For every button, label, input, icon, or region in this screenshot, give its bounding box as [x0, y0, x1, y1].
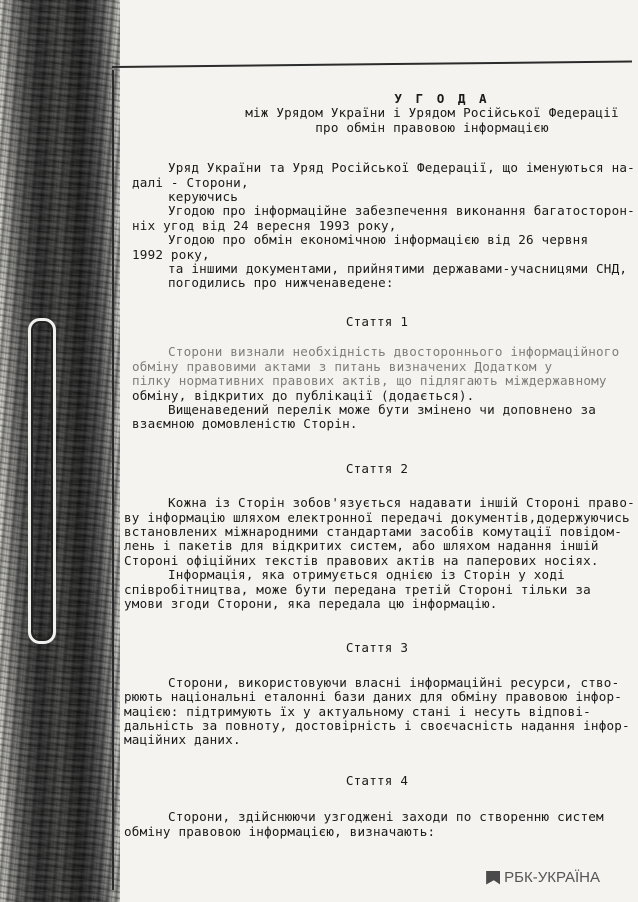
article-line: Стороні офіційних текстів правових актів на паперових носіях.	[124, 552, 599, 568]
preamble-line: 1992 року,	[132, 246, 210, 262]
article-3-text	[124, 676, 630, 748]
rbc-logo-icon	[486, 871, 500, 885]
page-top-border	[112, 61, 632, 68]
article-line: співробітництва, може бути передана третій Стороні тільки за	[124, 581, 591, 597]
article-line: пілку нормативних правових актів, що підлягають міждержавному	[132, 373, 607, 389]
article-line: Інформація, яка отримується однією із Сторін у ході	[168, 567, 565, 583]
article-line: Кожна із Сторін зобов'язується надавати іншій Стороні право-	[168, 495, 635, 511]
article-line: умови згоди Сторони, яка передала цю інформацію.	[124, 595, 498, 611]
article-2-text	[124, 495, 635, 611]
page-left-border	[112, 70, 114, 890]
article-line: обміну правовою інформацією, визначають:	[124, 823, 436, 839]
article-line: Сторони, використовуючи власні інформаційні ресурси, ство-	[168, 674, 620, 690]
preamble-line: далі - Сторони,	[132, 174, 249, 190]
preamble-line: Угодою про інформаційне забезпечення виконання багатосторон-	[168, 203, 635, 219]
preamble-line: та іншими документами, прийнятими державами-учасницями СНД,	[168, 261, 628, 277]
article-line: дальність за повноту, достовірність і своєчасність надання інфор-	[124, 718, 630, 733]
watermark-text: РБК-УКРАЇНА	[504, 869, 600, 886]
preamble-line: Угодою про обмін економічною інформацією від 26 червня	[168, 232, 589, 248]
article-line: рюють національні еталонні бази даних для обміну правовою інфор-	[124, 689, 623, 705]
document-body	[124, 91, 635, 839]
article-4-text	[124, 810, 630, 839]
article-4-heading: Стаття 4	[345, 772, 409, 788]
article-2-heading: Стаття 2	[345, 460, 409, 476]
article-line: Сторони, здійснюючи узгоджені заходи по створенню систем	[168, 809, 604, 825]
article-line: мацією: підтримують їх у актуальному стані і несуть відпові-	[124, 703, 591, 719]
binder-spine-scan	[0, 0, 120, 902]
article-line: Вищенаведений перелік може бути змінено чи доповнено за	[168, 401, 597, 417]
article-line: обміну, відкритих до публікації (додається).	[132, 387, 475, 403]
preamble	[124, 160, 635, 291]
document-subtitle-2: про обмін правовою інформацією	[315, 119, 549, 135]
article-3-heading: Стаття 3	[345, 640, 409, 656]
article-1-heading: Стаття 1	[345, 313, 409, 329]
document-subtitle-1: між Урядом України і Урядом Російської Федерації	[245, 105, 619, 121]
preamble-line: Уряд України та Уряд Російської Федерації, що іменуються на-	[168, 160, 635, 176]
article-line: обміну правовими актами з питань визначених Додатком у	[132, 358, 553, 374]
article-line: ву інформацію шляхом електронної передачі документів,додержуючись	[124, 509, 630, 525]
document-title: У Г О Д А	[394, 91, 490, 106]
article-line: взаємною домовленістю Сторін.	[132, 416, 358, 432]
article-line: лень і пакетів для відкритих систем, або шляхом надання іншій	[124, 538, 599, 554]
binder-ring	[28, 318, 56, 644]
source-watermark	[486, 869, 600, 886]
preamble-line: керуючись	[168, 189, 239, 205]
article-line: маційних даних.	[124, 732, 241, 748]
preamble-line: ніх угод від 24 вересня 1993 року,	[132, 217, 397, 233]
article-line: Сторони визнали необхідність двостороннього інформаційного	[168, 344, 620, 360]
preamble-line: погодились про нижченаведене:	[168, 275, 394, 291]
article-1-text	[124, 345, 630, 431]
article-line: встановлених міжнародними стандартами засобів комутації повідом-	[124, 523, 623, 539]
